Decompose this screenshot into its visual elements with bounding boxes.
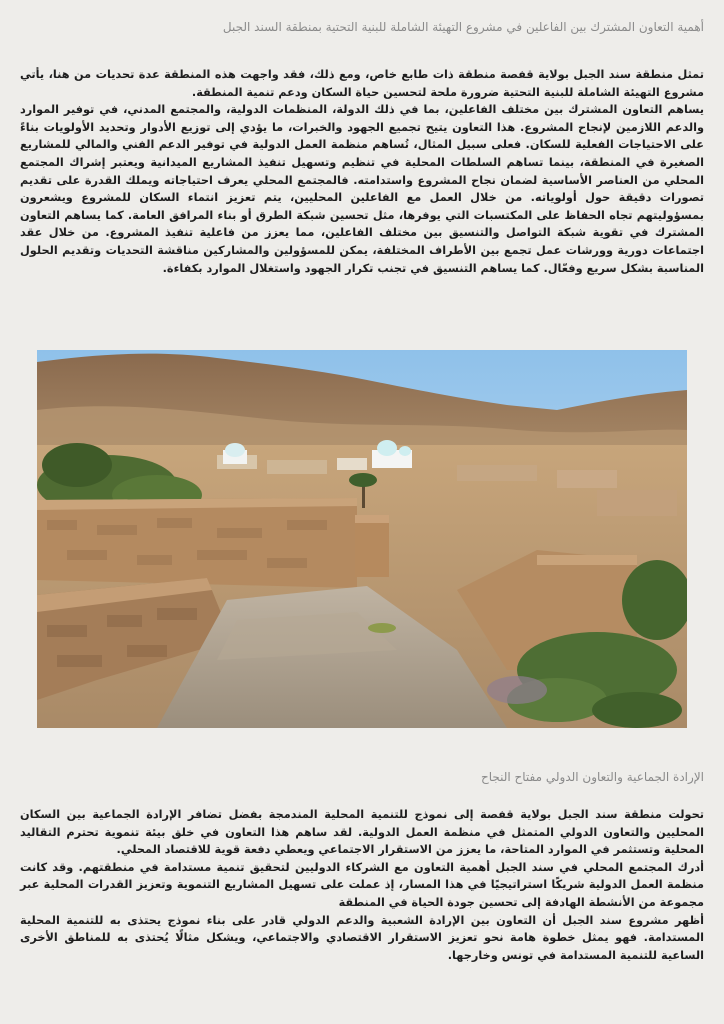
- paragraph-conclusion: أظهر مشروع سند الجبل أن التعاون بين الإرادة الشعبية والدعم الدولي قادر على بناء نموذج يحتذى به للتنمية المحلية المستدامة. فهو يمثل خطوة هامة نحو تعزيز الاستقرار الاقتصادي والاجتماعي، ويشكل مثالًا يُحتذى به للمناطق الأخرى الساعية للتنمية المستدامة في تونس وخارجها.: [20, 913, 704, 962]
- section-heading-collective-will: الإرادة الجماعية والتعاون الدولي مفتاح النجاح: [480, 770, 704, 784]
- section-heading-cooperation: أهمية التعاون المشترك بين الفاعلين في مشروع التهيئة الشاملة للبنية التحتية بمنطقة السند الجبل: [222, 20, 704, 34]
- paragraph-partnership: أدرك المجتمع المحلي في سند الجبل أهمية التعاون مع الشركاء الدوليين لتحقيق تنمية مستدامة في منطقتهم. وقد كانت منظمة العمل الدولية شريكًا استراتيجيًا في هذا المسار، إذ عملت على تسهيل المشاريع التنموية وتعزيز القدرات المحلية عبر مجموعة من الأنشطة الهادفة إلى تحسين جودة الحياة في المنطقة: [20, 860, 704, 909]
- paragraph-intro: تمثل منطقة سند الجبل بولاية قفصة منطقة ذات طابع خاص، ومع ذلك، فقد واجهت هذه المنطقة عدة تحديات من هنا، يأتي مشروع التهيئة الشاملة للبنية التحتية ضرورة ملحة لتحسين حياة السكان ودعم تنمية المنطقة.: [20, 68, 704, 99]
- paragraph-transformation: تحولت منطقة سند الجبل بولاية قفصة إلى نموذج للتنمية المحلية المندمجة بفضل تضافر الإرادة الجماعية بين السكان المحليين والتعاون الدولي المتمثل في منظمة العمل الدولية. لقد ساهم هذا التعاون في خلق بيئة تنموية تحترم التقاليد المحلية وتستثمر في الموارد المتاحة، ما يعزز من الاستقرار الاجتماعي ويعطي دفعة قوية للاقتصاد المحلي.: [20, 808, 704, 857]
- village-landscape-photo: [37, 350, 687, 728]
- paragraph-cooperation: يساهم التعاون المشترك بين مختلف الفاعلين، بما في ذلك الدولة، المنظمات الدولية، والمجتمع المدني، في توفير الموارد والدعم اللازمين لإنجاح المشروع. هذا التعاون يتيح تجميع الجهود والخبرات، ما يؤدي إلى توزيع الأدوار وتحديد الأولويات بناءً على الاحتياجات الفعلية للسكان. فعلى سبيل المثال، تُساهم منظمة العمل الدولية في توفير الدعم الفني والمالي للمشاريع الصغيرة في المنطقة، بينما تساهم السلطات المحلية في تنظيم وتسهيل تنفيذ المشاريع الميدانية ويعتبر إشراك المجتمع المحلي من العناصر الأساسية لضمان نجاح المشروع واستدامته. فالمجتمع المحلي يعرف احتياجاته ويملك القدرة على تقديم تصورات دقيقة حول أولوياته. من خلال العمل مع الفاعلين المحليين، يتم تعزيز انتماء السكان للمشروع ويشعرون بمسؤوليتهم تجاه الحفاظ على المكتسبات التي يوفرها، مثل تحسين شبكة الطرق أو بناء المرافق العامة. كما يساهم التعاون المشترك في تقوية شبكة التواصل والتنسيق بين مختلف الفاعلين، مما يعزز من فاعلية تنفيذ المشروع. من خلال عقد اجتماعات دورية وورشات عمل تجمع بين الأطراف المختلفة، يمكن للمسؤولين والمشاركين مناقشة التحديات وتقديم الحلول المناسبة بشكل سريع وفعّال. كما يساهم التنسيق في تجنب تكرار الجهود واستغلال الموارد بكفاءة.: [20, 103, 704, 275]
- section-body-cooperation: [20, 66, 704, 277]
- section-body-collective-will: [20, 806, 704, 964]
